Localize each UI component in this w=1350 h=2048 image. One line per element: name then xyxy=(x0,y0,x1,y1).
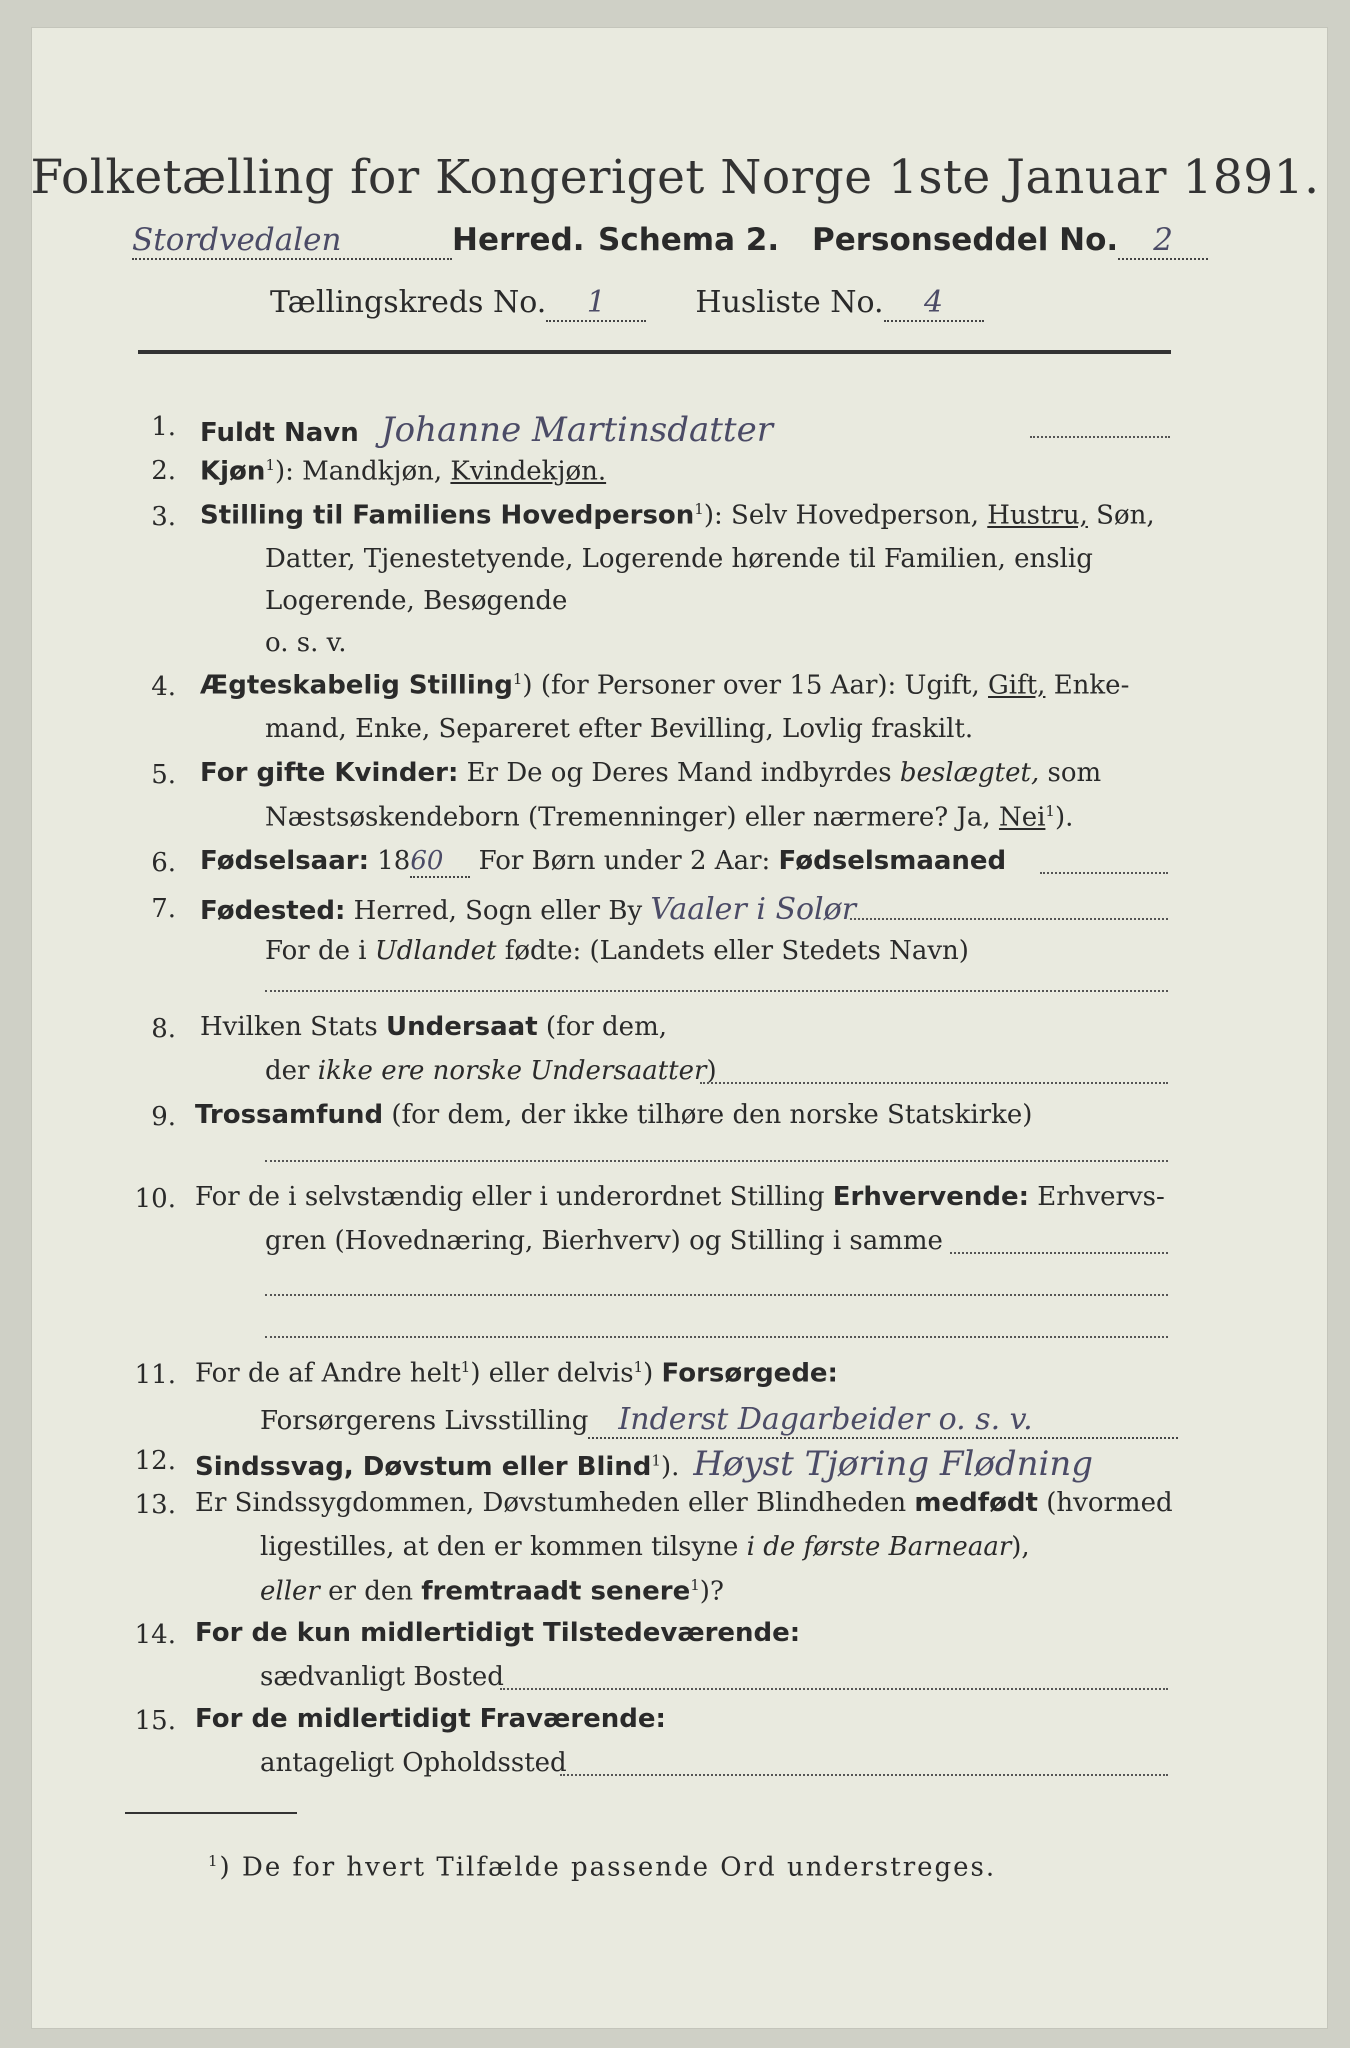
item-11-sup: 1 xyxy=(460,1358,471,1376)
item-11-text1: For de af Andre helt xyxy=(195,1358,461,1389)
marital-status-sup: 1 xyxy=(512,670,523,688)
item-10-number: 10. xyxy=(134,1184,176,1214)
later-onset-label: fremtraadt senere xyxy=(421,1576,691,1607)
married-women-text2: som xyxy=(1039,758,1102,788)
family-position-text1: ): Selv Hovedperson, xyxy=(703,500,988,531)
item-9 xyxy=(195,1100,1032,1130)
item-10-answer-line-1 xyxy=(265,1294,1168,1296)
item-9-answer-line xyxy=(265,1160,1168,1162)
marital-status-label: Ægteskabelig Stilling xyxy=(200,670,513,701)
item-7-italic: Udlandet xyxy=(374,936,497,966)
item-7-line2 xyxy=(265,936,969,966)
item-10-dotline xyxy=(950,1252,1168,1254)
birth-year-value: 60 xyxy=(410,846,470,878)
item-13-line3a: er den xyxy=(319,1576,422,1607)
item-14-dotline xyxy=(500,1688,1168,1690)
birth-year-text2: For Børn under 2 Aar: xyxy=(470,846,779,876)
citizenship-label: Undersaat xyxy=(385,1012,538,1042)
schema-label: Schema 2. xyxy=(598,222,780,258)
item-10 xyxy=(195,1182,1165,1212)
item-13-line3-italic: eller xyxy=(260,1576,320,1607)
item-13-line2 xyxy=(260,1532,1030,1562)
personseddel-number: 2 xyxy=(1118,222,1208,260)
husliste-number: 4 xyxy=(884,285,984,322)
item-8-line2b: ) xyxy=(706,1056,717,1086)
item-1 xyxy=(200,410,773,450)
item-5-line2a: Næstsøskendeborn (Tremenninger) eller nærmere? Ja, xyxy=(265,802,999,833)
item-15-number: 15. xyxy=(134,1706,176,1736)
item-3-line3: Logerende, Besøgende xyxy=(265,586,568,616)
item-7-number: 7. xyxy=(151,894,176,924)
item-10-answer-line-2 xyxy=(265,1336,1168,1338)
item-6 xyxy=(200,846,1006,878)
herred-value: Stordvedalen xyxy=(132,222,452,260)
item-12-number: 12. xyxy=(134,1446,176,1476)
full-name-label: Fuldt Navn xyxy=(200,418,359,448)
item-5-selected: Nei xyxy=(998,802,1046,833)
temporary-present-label: For de kun midlertidigt Tilstedeværende: xyxy=(195,1618,801,1648)
marital-status-text1: ) (for Personer over 15 Aar): Ugift, xyxy=(522,670,989,701)
item-10-text1: For de i selvstændig eller i underordnet Stilling xyxy=(195,1182,833,1212)
marital-status-text2: Enke- xyxy=(1045,670,1130,701)
footnote-rule xyxy=(125,1812,297,1814)
item-13-line3b: )? xyxy=(699,1576,724,1607)
item-13-number: 13. xyxy=(134,1490,176,1520)
birthplace-label: Fødested: xyxy=(200,896,346,926)
item-4-line2: mand, Enke, Separeret efter Bevilling, Lovlig fraskilt. xyxy=(265,714,974,744)
temporary-absent-label: For de midlertidigt Fraværende: xyxy=(195,1704,666,1734)
item-8-number: 8. xyxy=(151,1014,176,1044)
item-5-number: 5. xyxy=(151,760,176,790)
disability-sup: 1 xyxy=(651,1451,661,1470)
header-rule xyxy=(138,350,1171,354)
item-12 xyxy=(195,1444,1093,1484)
item-10-text2: Erhvervs- xyxy=(1029,1182,1165,1212)
birth-month-label: Fødselsmaaned xyxy=(778,846,1007,876)
family-position-selected: Hustru, xyxy=(987,500,1088,531)
form-title: Folketælling for Kongeriget Norge 1ste Januar 1891. xyxy=(30,150,1320,205)
item-11-text2: ) eller delvis xyxy=(470,1358,634,1389)
item-3-number: 3. xyxy=(151,502,176,532)
family-position-sup: 1 xyxy=(694,500,704,518)
personseddel-label: Personseddel No. xyxy=(812,222,1119,258)
herred-line xyxy=(132,222,585,260)
item-8-text1: Hvilken Stats xyxy=(200,1012,386,1042)
item-13-line2b: ), xyxy=(1011,1532,1030,1562)
item-13-text1: Er Sindssygdommen, Døvstumheden eller Blindheden xyxy=(195,1488,915,1518)
provider-occupation-value: Inderst Dagarbeider o. s. v. xyxy=(588,1402,1178,1439)
item-8-line2 xyxy=(265,1056,717,1086)
married-women-label: For gifte Kvinder: xyxy=(200,758,459,788)
item-13-italic: i de første Barneaar xyxy=(746,1532,1012,1562)
husliste-label: Husliste No. xyxy=(695,285,884,320)
item-5 xyxy=(200,758,1101,788)
item-3-line2: Datter, Tjenestetyende, Logerende hørende til Familien, enslig xyxy=(265,544,1093,574)
full-name-value: Johanne Martinsdatter xyxy=(381,410,773,450)
birth-year-prefix: 18 xyxy=(369,846,411,876)
birthplace-text1: Herred, Sogn eller By xyxy=(345,896,651,926)
item-13-text2: (hvormed xyxy=(1037,1488,1173,1518)
occupation-label: Erhvervende: xyxy=(832,1182,1030,1212)
item-15-dotline xyxy=(560,1774,1168,1776)
item-10-line2: gren (Hovednæring, Bierhverv) og Stilling i samme xyxy=(265,1226,943,1256)
item-1-number: 1. xyxy=(151,412,176,442)
item-1-dotline xyxy=(1030,436,1170,438)
item-11-number: 11. xyxy=(134,1360,176,1390)
item-7-line2b: fødte: (Landets eller Stedets Navn) xyxy=(496,936,969,966)
item-9-number: 9. xyxy=(151,1102,176,1132)
birth-year-label: Fødselsaar: xyxy=(200,846,369,876)
usual-residence-label: sædvanligt Bosted xyxy=(260,1662,504,1692)
item-13-line2a: ligestilles, at den er kommen tilsyne xyxy=(260,1532,747,1562)
item-11-text3: ) xyxy=(643,1358,662,1389)
religion-label: Trossamfund xyxy=(195,1100,384,1130)
probable-stay-label: antageligt Opholdssted xyxy=(260,1748,567,1778)
kreds-line xyxy=(270,285,984,322)
disability-text: ). xyxy=(660,1452,680,1482)
personseddel-line xyxy=(812,222,1208,260)
item-4-number: 4. xyxy=(151,672,176,702)
sex-options: ): Mandkjøn, xyxy=(274,456,451,487)
item-5-line2b: ). xyxy=(1054,802,1074,833)
kreds-number: 1 xyxy=(546,285,646,322)
item-3 xyxy=(200,500,1155,531)
item-8-dotline xyxy=(700,1082,1168,1084)
item-7-answer-line xyxy=(265,990,1168,992)
footnote: $^1$) De for hvert Tilfælde passende Ord understreges. xyxy=(208,1852,997,1883)
footnote-text: De for hvert Tilfælde passende Ord understreges. xyxy=(241,1852,997,1883)
item-8-line2a: der xyxy=(265,1056,318,1086)
item-2-number: 2. xyxy=(151,456,176,486)
religion-text: (for dem, der ikke tilhøre den norske Statskirke) xyxy=(383,1100,1033,1130)
kreds-label: Tællingskreds No. xyxy=(270,285,547,320)
item-6-number: 6. xyxy=(151,848,176,878)
item-5-line2: Næstsøskendeborn (Tremenninger) eller nærmere? Ja, Nei$^1$). xyxy=(265,802,1074,833)
birthplace-value: Vaaler i Solør xyxy=(650,892,857,927)
item-7-dotline xyxy=(850,918,1168,920)
item-8-text2: (for dem, xyxy=(537,1012,667,1042)
family-position-label: Stilling til Familiens Hovedperson xyxy=(200,500,695,531)
item-8-italic: ikke ere norske Undersaatter xyxy=(317,1056,707,1086)
married-women-text1: Er De og Deres Mand indbyrdes xyxy=(458,758,900,788)
sex-selected: Kvindekjøn. xyxy=(450,456,607,487)
disability-label: Sindssvag, Døvstum eller Blind xyxy=(195,1452,652,1482)
item-6-dotline xyxy=(1040,872,1168,874)
item-3-line4: o. s. v. xyxy=(265,628,347,658)
herred-label: Herred. xyxy=(452,222,585,258)
family-position-text2: Søn, xyxy=(1087,500,1155,531)
item-11-line2 xyxy=(260,1402,1178,1439)
marital-status-selected: Gift, xyxy=(988,670,1046,701)
married-women-italic: beslægtet, xyxy=(899,758,1040,788)
sex-label: Kjøn xyxy=(200,456,266,487)
item-13-line3: eller er den fremtraadt senere$^1$)? xyxy=(260,1576,724,1607)
item-4 xyxy=(200,670,1129,701)
item-7 xyxy=(200,892,856,927)
disability-value: Høyst Tjøring Flødning xyxy=(693,1444,1094,1484)
footnote-sup: 1 xyxy=(208,1852,220,1870)
congenital-label: medfødt xyxy=(914,1488,1038,1518)
dependents-label: Forsørgede: xyxy=(661,1358,838,1389)
item-8 xyxy=(200,1012,667,1042)
item-2 xyxy=(200,456,606,487)
item-14-number: 14. xyxy=(134,1620,176,1650)
item-7-line2a: For de i xyxy=(265,936,375,966)
sex-sup: 1 xyxy=(265,456,275,474)
item-13 xyxy=(195,1488,1173,1518)
provider-occupation-label: Forsørgerens Livsstilling xyxy=(260,1406,589,1436)
item-11: For de af Andre helt$^1$) eller delvis$^1$) Forsørgede: xyxy=(195,1358,838,1389)
